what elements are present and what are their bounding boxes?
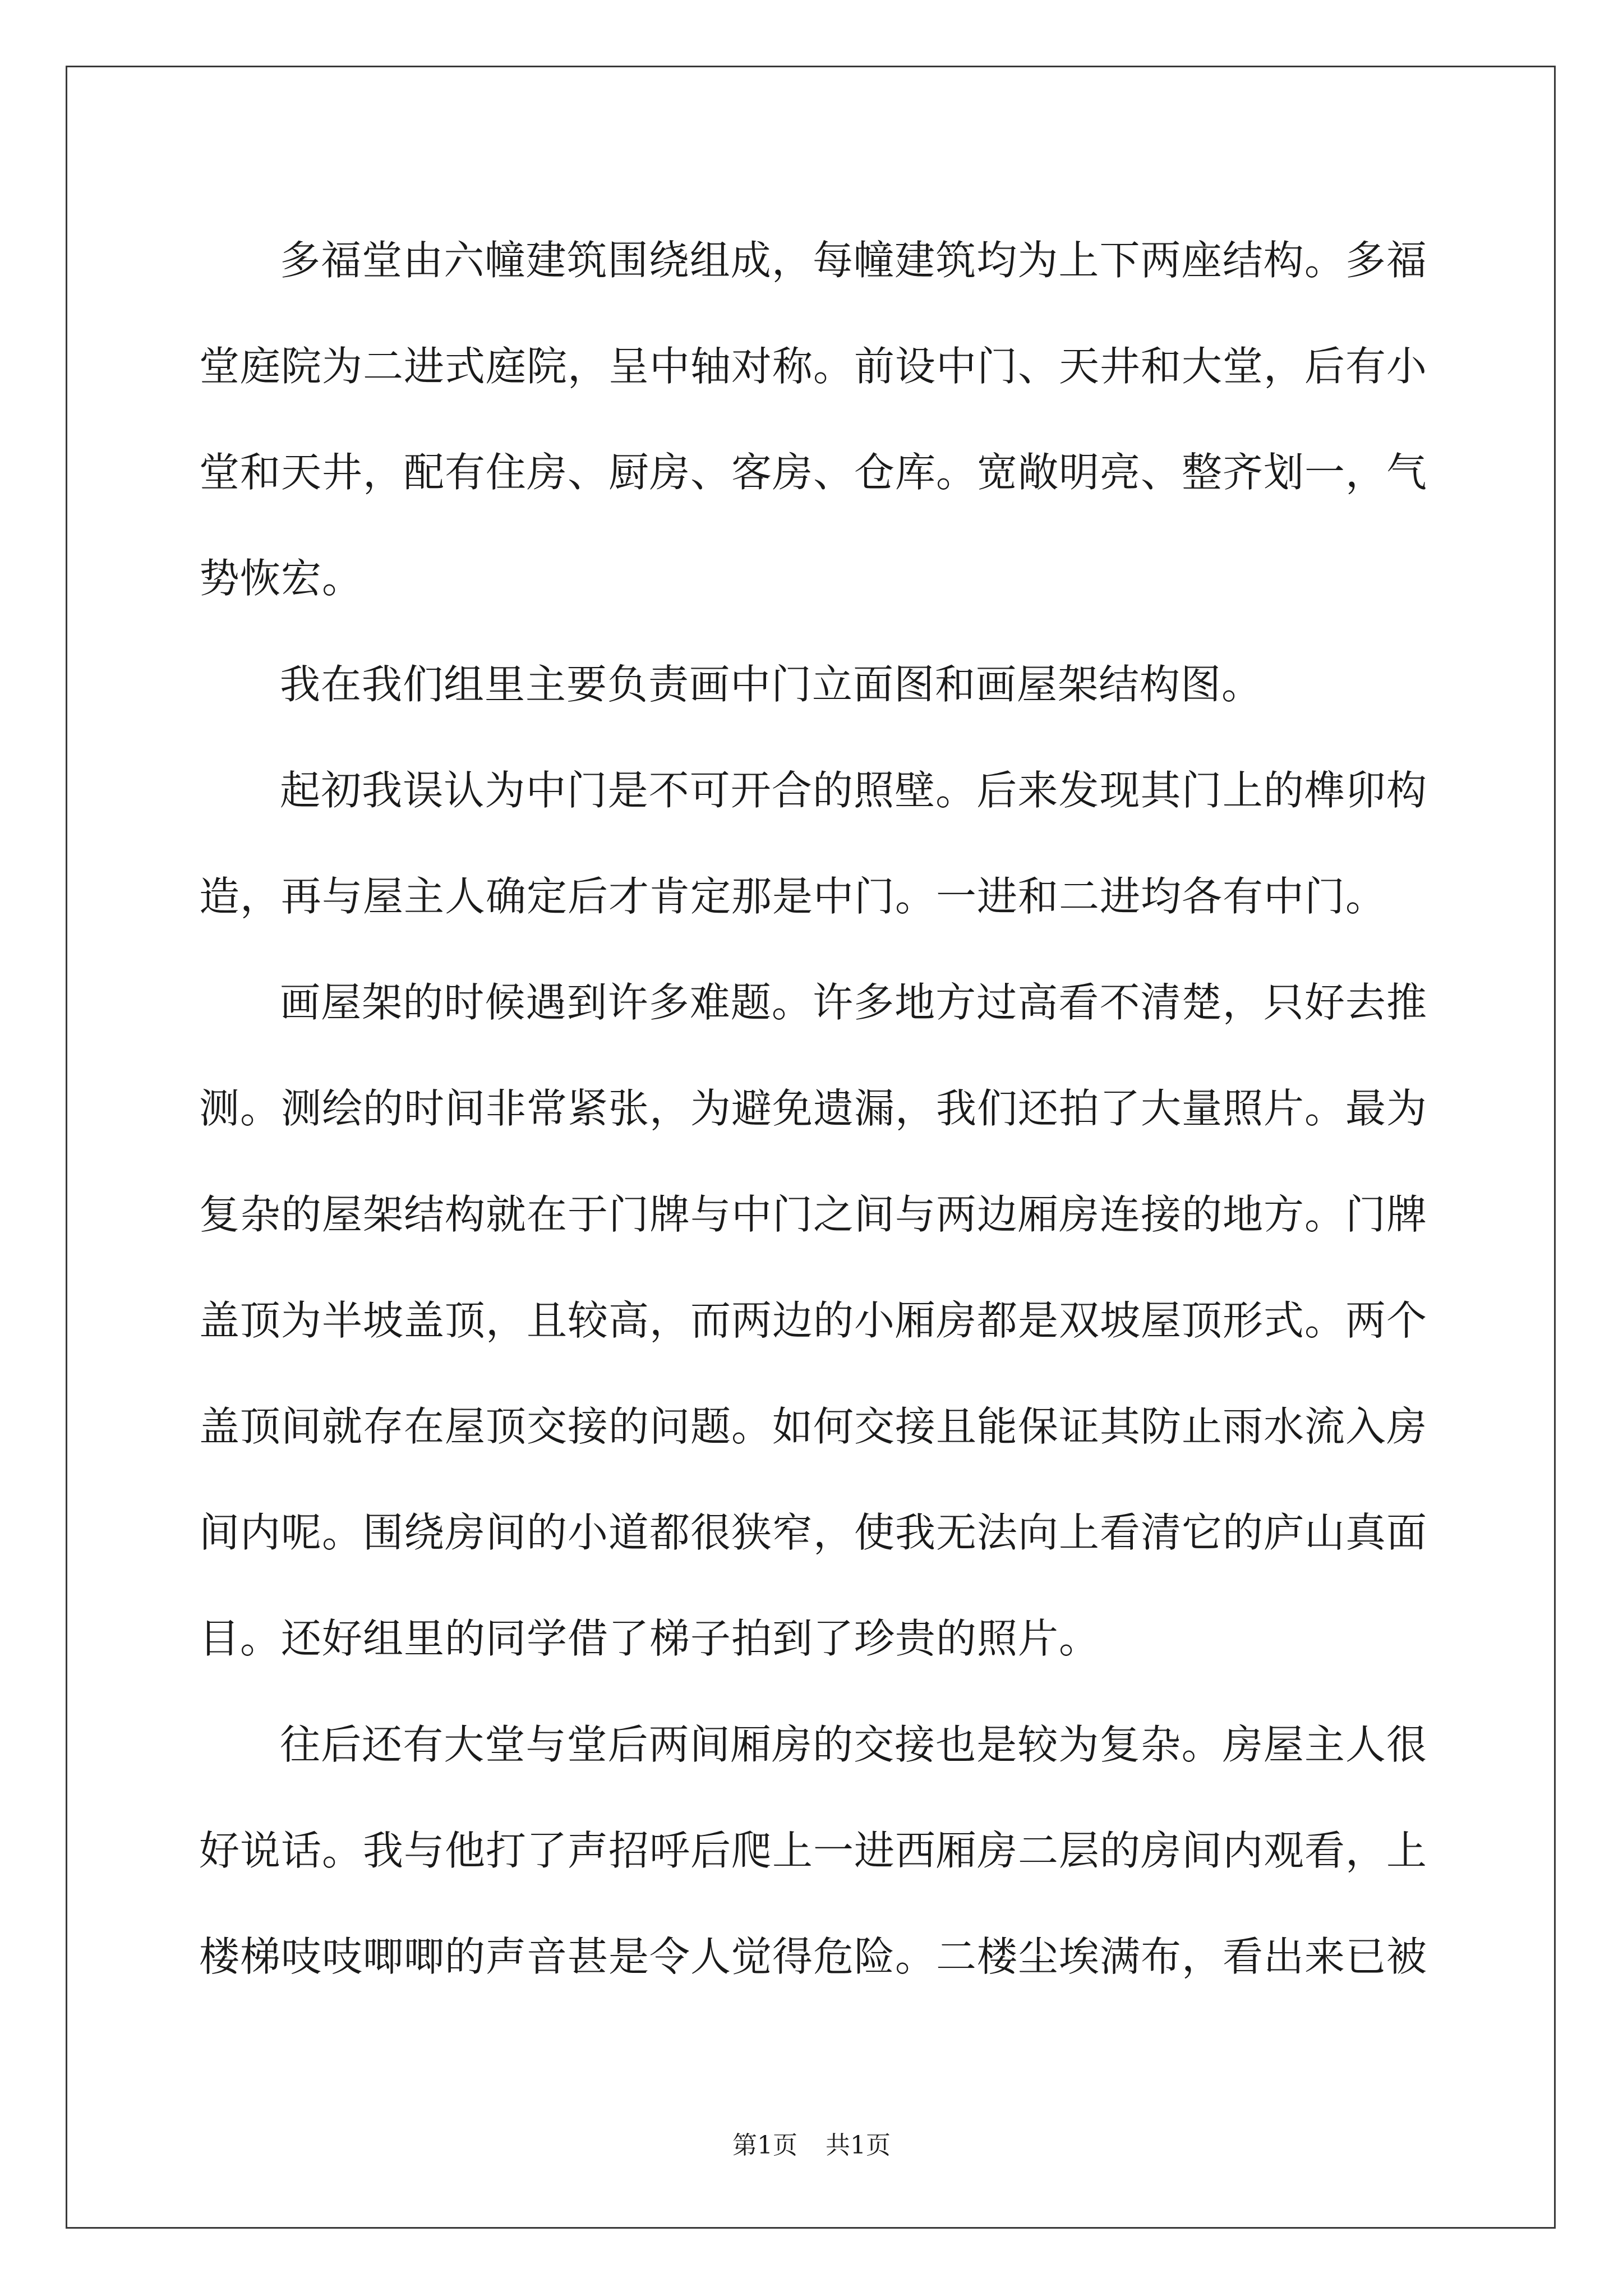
paragraph: 往后还有大堂与堂后两间厢房的交接也是较为复杂。房屋主人很好说话。我与他打了声招呼后爬上一进西厢房二层的房间内观看，上楼梯吱吱唧唧的声音甚是令人觉得危险。二楼尘埃满布，看出来已被 — [199, 1721, 1428, 1980]
page-footer — [0, 2129, 1623, 2162]
document-body — [199, 208, 1427, 2010]
paragraph: 多福堂由六幢建筑围绕组成，每幢建筑均为上下两座结构。多福堂庭院为二进式庭院，呈中轴对称。前设中门、天井和大堂，后有小堂和天井，配有住房、厨房、客房、仓库。宽敞明亮、整齐划一，气势恢宏。 — [199, 237, 1428, 602]
paragraph: 起初我误认为中门是不可开合的照壁。后来发现其门上的榫卯构造，再与屋主人确定后才肯定那是中门。一进和二进均各有中门。 — [199, 767, 1427, 920]
page-number: 第1页 — [732, 2131, 797, 2160]
paragraph: 我在我们组里主要负责画中门立面图和画屋架结构图。 — [280, 661, 1263, 708]
page-total: 共1页 — [826, 2131, 891, 2160]
paragraph: 画屋架的时候遇到许多难题。许多地方过高看不清楚，只好去推测。测绘的时间非常紧张，为避免遗漏，我们还拍了大量照片。最为复杂的屋架结构就在于门牌与中门之间与两边厢房连接的地方。门牌盖顶为半坡盖顶，且较高，而两边的小厢房都是双坡屋顶形式。两个盖顶间就存在屋顶交接的问题。如何交接且能保证其防止雨水流入房间内呢。围绕房间的小道都很狭窄，使我无法向上看清它的庐山真面目。还好组里的同学借了梯子拍到了珍贵的照片。 — [199, 979, 1428, 1662]
